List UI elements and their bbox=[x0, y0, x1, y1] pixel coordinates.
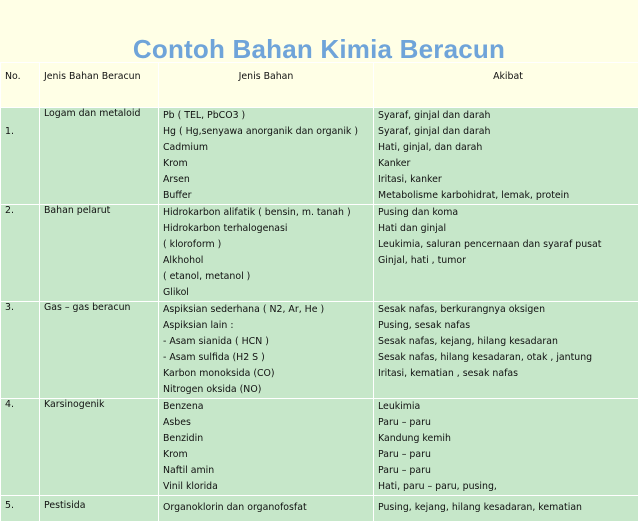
material-item: Hg ( Hg,senyawa anorganik dan organik ) bbox=[163, 124, 369, 140]
row-effects bbox=[374, 496, 638, 522]
header-jenis-bahan-beracun: Jenis Bahan Beracun bbox=[40, 63, 159, 108]
material-item: Karbon monoksida (CO) bbox=[163, 366, 369, 382]
effect-item: Iritasi, kanker bbox=[378, 172, 638, 188]
material-item: Benzena bbox=[163, 399, 369, 415]
material-item: Krom bbox=[163, 156, 369, 172]
row-number: 4. bbox=[1, 399, 40, 496]
effect-item: Ginjal, hati , tumor bbox=[378, 253, 638, 269]
row-number: 5. bbox=[1, 496, 40, 522]
row-materials bbox=[159, 205, 374, 302]
row-materials bbox=[159, 399, 374, 496]
effect-item: Hati dan ginjal bbox=[378, 221, 638, 237]
page-title: Contoh Bahan Kimia Beracun bbox=[0, 34, 638, 65]
table-row bbox=[1, 205, 638, 302]
row-effects bbox=[374, 108, 638, 205]
material-item: - Asam sulfida (H2 S ) bbox=[163, 350, 369, 366]
effect-item: Syaraf, ginjal dan darah bbox=[378, 108, 638, 124]
material-item: Vinil klorida bbox=[163, 479, 369, 495]
table-row bbox=[1, 302, 638, 399]
effect-item: Pusing, kejang, hilang kesadaran, kematian bbox=[378, 500, 638, 516]
table-row bbox=[1, 496, 638, 522]
material-item: Aspiksian sederhana ( N2, Ar, He ) bbox=[163, 302, 369, 318]
effect-item: Pusing dan koma bbox=[378, 205, 638, 221]
row-effects bbox=[374, 399, 638, 496]
row-category: Pestisida bbox=[40, 496, 159, 522]
material-item: ( etanol, metanol ) bbox=[163, 269, 369, 285]
table-header-row bbox=[1, 63, 638, 108]
row-number: 1. bbox=[1, 108, 40, 205]
row-category: Gas – gas beracun bbox=[40, 302, 159, 399]
effect-item: Paru – paru bbox=[378, 415, 638, 431]
row-category: Karsinogenik bbox=[40, 399, 159, 496]
material-item: Nitrogen oksida (NO) bbox=[163, 382, 369, 398]
effect-item: Sesak nafas, hilang kesadaran, otak , jantung bbox=[378, 350, 638, 366]
row-number: 3. bbox=[1, 302, 40, 399]
row-materials bbox=[159, 496, 374, 522]
effect-item: Sesak nafas, kejang, hilang kesadaran bbox=[378, 334, 638, 350]
effect-item: Kanker bbox=[378, 156, 638, 172]
material-item: - Asam sianida ( HCN ) bbox=[163, 334, 369, 350]
effect-item: Leukimia, saluran pencernaan dan syaraf pusat bbox=[378, 237, 638, 253]
header-jenis-bahan: Jenis Bahan bbox=[159, 63, 374, 108]
material-item: Glikol bbox=[163, 285, 369, 301]
material-item: Buffer bbox=[163, 188, 369, 204]
effect-item: Sesak nafas, berkurangnya oksigen bbox=[378, 302, 638, 318]
effect-item: Syaraf, ginjal dan darah bbox=[378, 124, 638, 140]
row-category: Logam dan metaloid bbox=[40, 108, 159, 205]
effect-item: Leukimia bbox=[378, 399, 638, 415]
material-item: Pb ( TEL, PbCO3 ) bbox=[163, 108, 369, 124]
row-materials bbox=[159, 108, 374, 205]
material-item: Hidrokarbon terhalogenasi bbox=[163, 221, 369, 237]
material-item: ( kloroform ) bbox=[163, 237, 369, 253]
material-item: Organoklorin dan organofosfat bbox=[163, 500, 369, 516]
material-item: Naftil amin bbox=[163, 463, 369, 479]
toxic-chemicals-table bbox=[0, 62, 638, 522]
material-item: Cadmium bbox=[163, 140, 369, 156]
table-row bbox=[1, 108, 638, 205]
effect-item: Iritasi, kematian , sesak nafas bbox=[378, 366, 638, 382]
material-item: Asbes bbox=[163, 415, 369, 431]
header-akibat: Akibat bbox=[374, 63, 638, 108]
effect-item: Metabolisme karbohidrat, lemak, protein bbox=[378, 188, 638, 204]
material-item: Krom bbox=[163, 447, 369, 463]
row-materials bbox=[159, 302, 374, 399]
row-number: 2. bbox=[1, 205, 40, 302]
material-item: Alkhohol bbox=[163, 253, 369, 269]
effect-item: Pusing, sesak nafas bbox=[378, 318, 638, 334]
row-category: Bahan pelarut bbox=[40, 205, 159, 302]
effect-item: Hati, ginjal, dan darah bbox=[378, 140, 638, 156]
effect-item: Paru – paru bbox=[378, 447, 638, 463]
row-effects bbox=[374, 302, 638, 399]
material-item: Hidrokarbon alifatik ( bensin, m. tanah ) bbox=[163, 205, 369, 221]
material-item: Arsen bbox=[163, 172, 369, 188]
row-effects bbox=[374, 205, 638, 302]
effect-item: Hati, paru – paru, pusing, bbox=[378, 479, 638, 495]
material-item: Aspiksian lain : bbox=[163, 318, 369, 334]
table-row bbox=[1, 399, 638, 496]
effect-item: Kandung kemih bbox=[378, 431, 638, 447]
material-item: Benzidin bbox=[163, 431, 369, 447]
header-no: No. bbox=[1, 63, 40, 108]
effect-item: Paru – paru bbox=[378, 463, 638, 479]
